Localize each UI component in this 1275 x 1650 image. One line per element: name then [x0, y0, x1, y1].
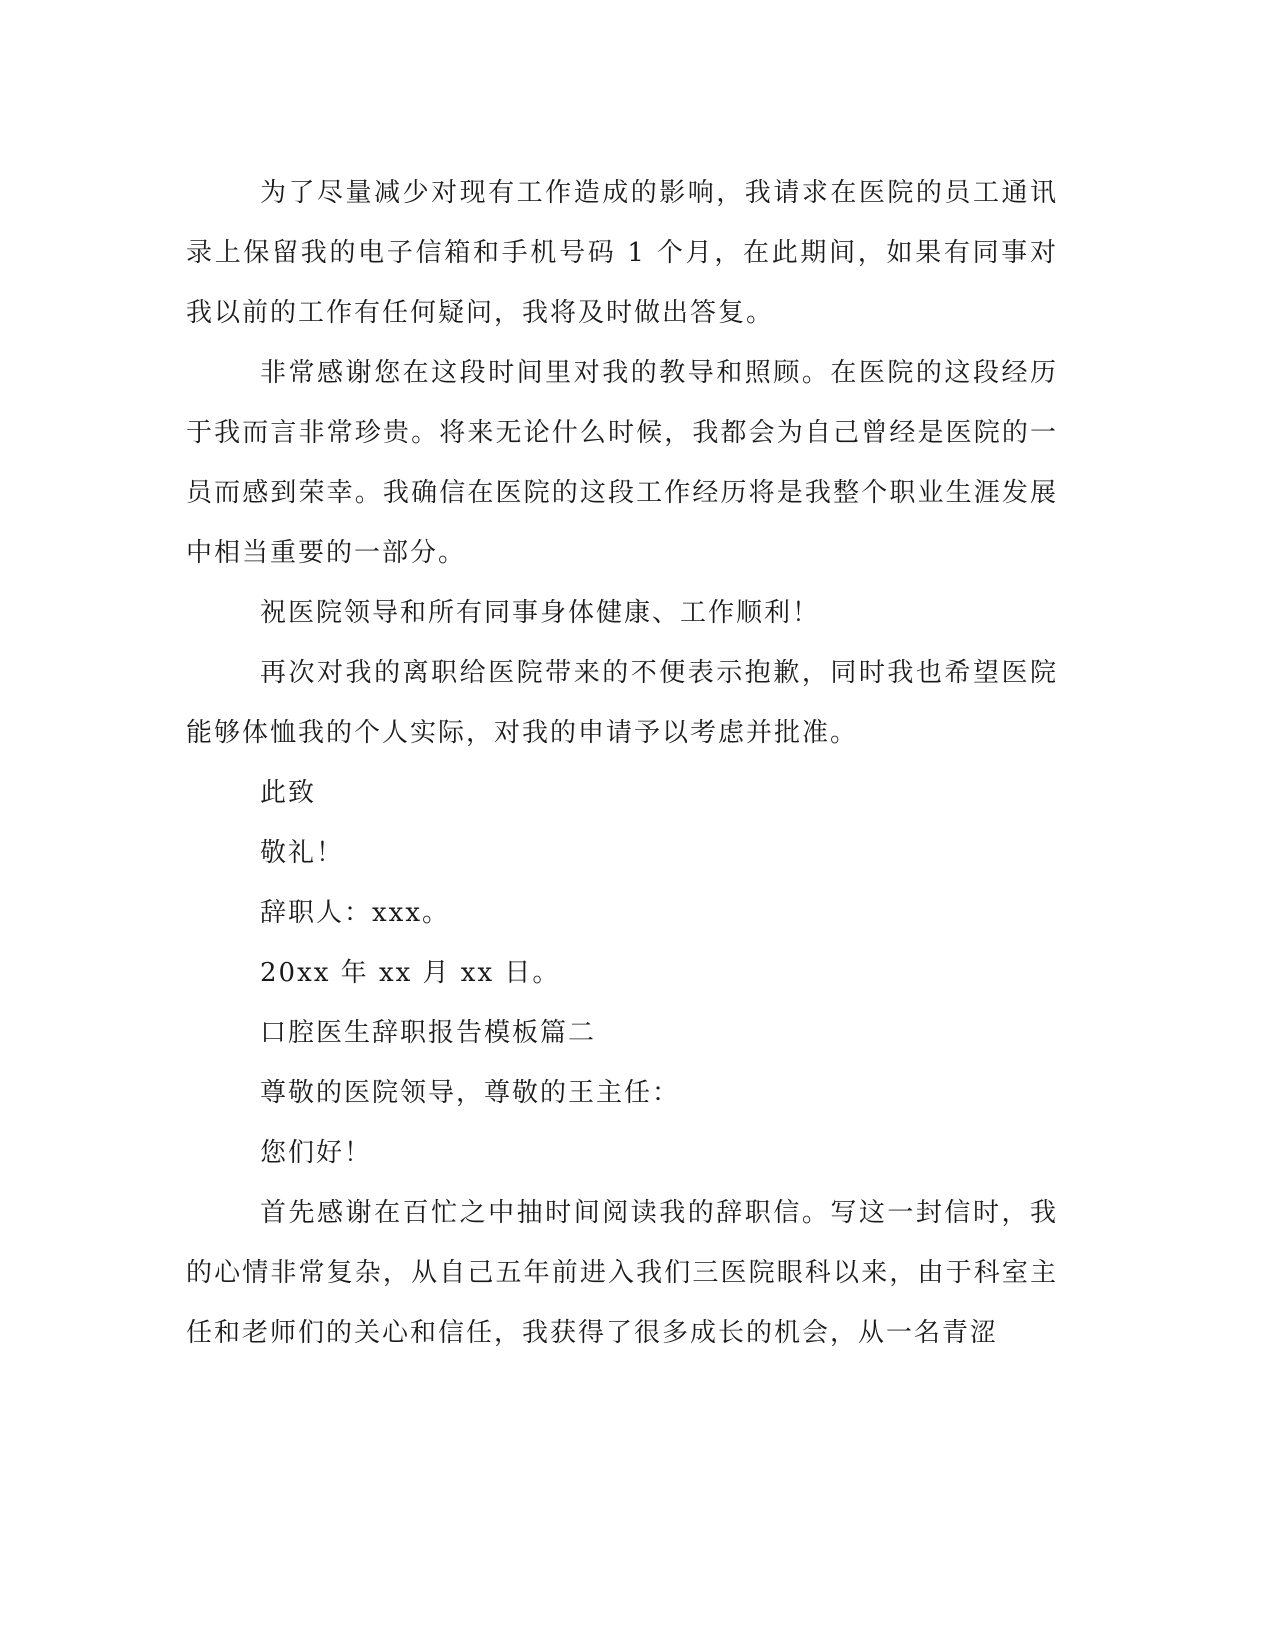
paragraph-wishes: 祝医院领导和所有同事身体健康、工作顺利！ — [260, 598, 821, 628]
paragraph-opening: 首先感谢在百忙之中抽时间阅读我的辞职信。写这一封信时，我的心情非常复杂，从自己五年前进入我们三医院眼科以来，由于科室主任和老师们的关心和信任，我获得了很多成长的机会，从一名青涩 — [186, 1198, 1058, 1348]
paragraph-gratitude: 非常感谢您在这段时间里对我的教导和照顾。在医院的这段经历于我而言非常珍贵。将来无论什么时候，我都会为自己曾经是医院的一员而感到荣幸。我确信在医院的这段工作经历将是我整个职业生涯发展中相当重要的一部分。 — [186, 358, 1058, 568]
closing-regards: 敬礼！ — [260, 838, 345, 868]
letter-greeting: 尊敬的医院领导，尊敬的王主任： — [260, 1078, 681, 1108]
signature-date: 20xx 年 xx 月 xx 日。 — [260, 958, 561, 988]
letter-hello: 您们好！ — [260, 1138, 373, 1168]
paragraph-contact-retention: 为了尽量减少对现有工作造成的影响，我请求在医院的员工通讯录上保留我的电子信箱和手机号码 1 个月，在此期间，如果有同事对我以前的工作有任何疑问，我将及时做出答复。 — [186, 178, 1058, 328]
paragraph-apology: 再次对我的离职给医院带来的不便表示抱歉，同时我也希望医院能够体恤我的个人实际，对我的申请予以考虑并批准。 — [186, 658, 1058, 748]
section-title: 口腔医生辞职报告模板篇二 — [260, 1018, 597, 1048]
signature-name: 辞职人：xxx。 — [260, 898, 450, 928]
document-body — [186, 163, 1058, 1363]
closing-salutation: 此致 — [260, 778, 317, 808]
